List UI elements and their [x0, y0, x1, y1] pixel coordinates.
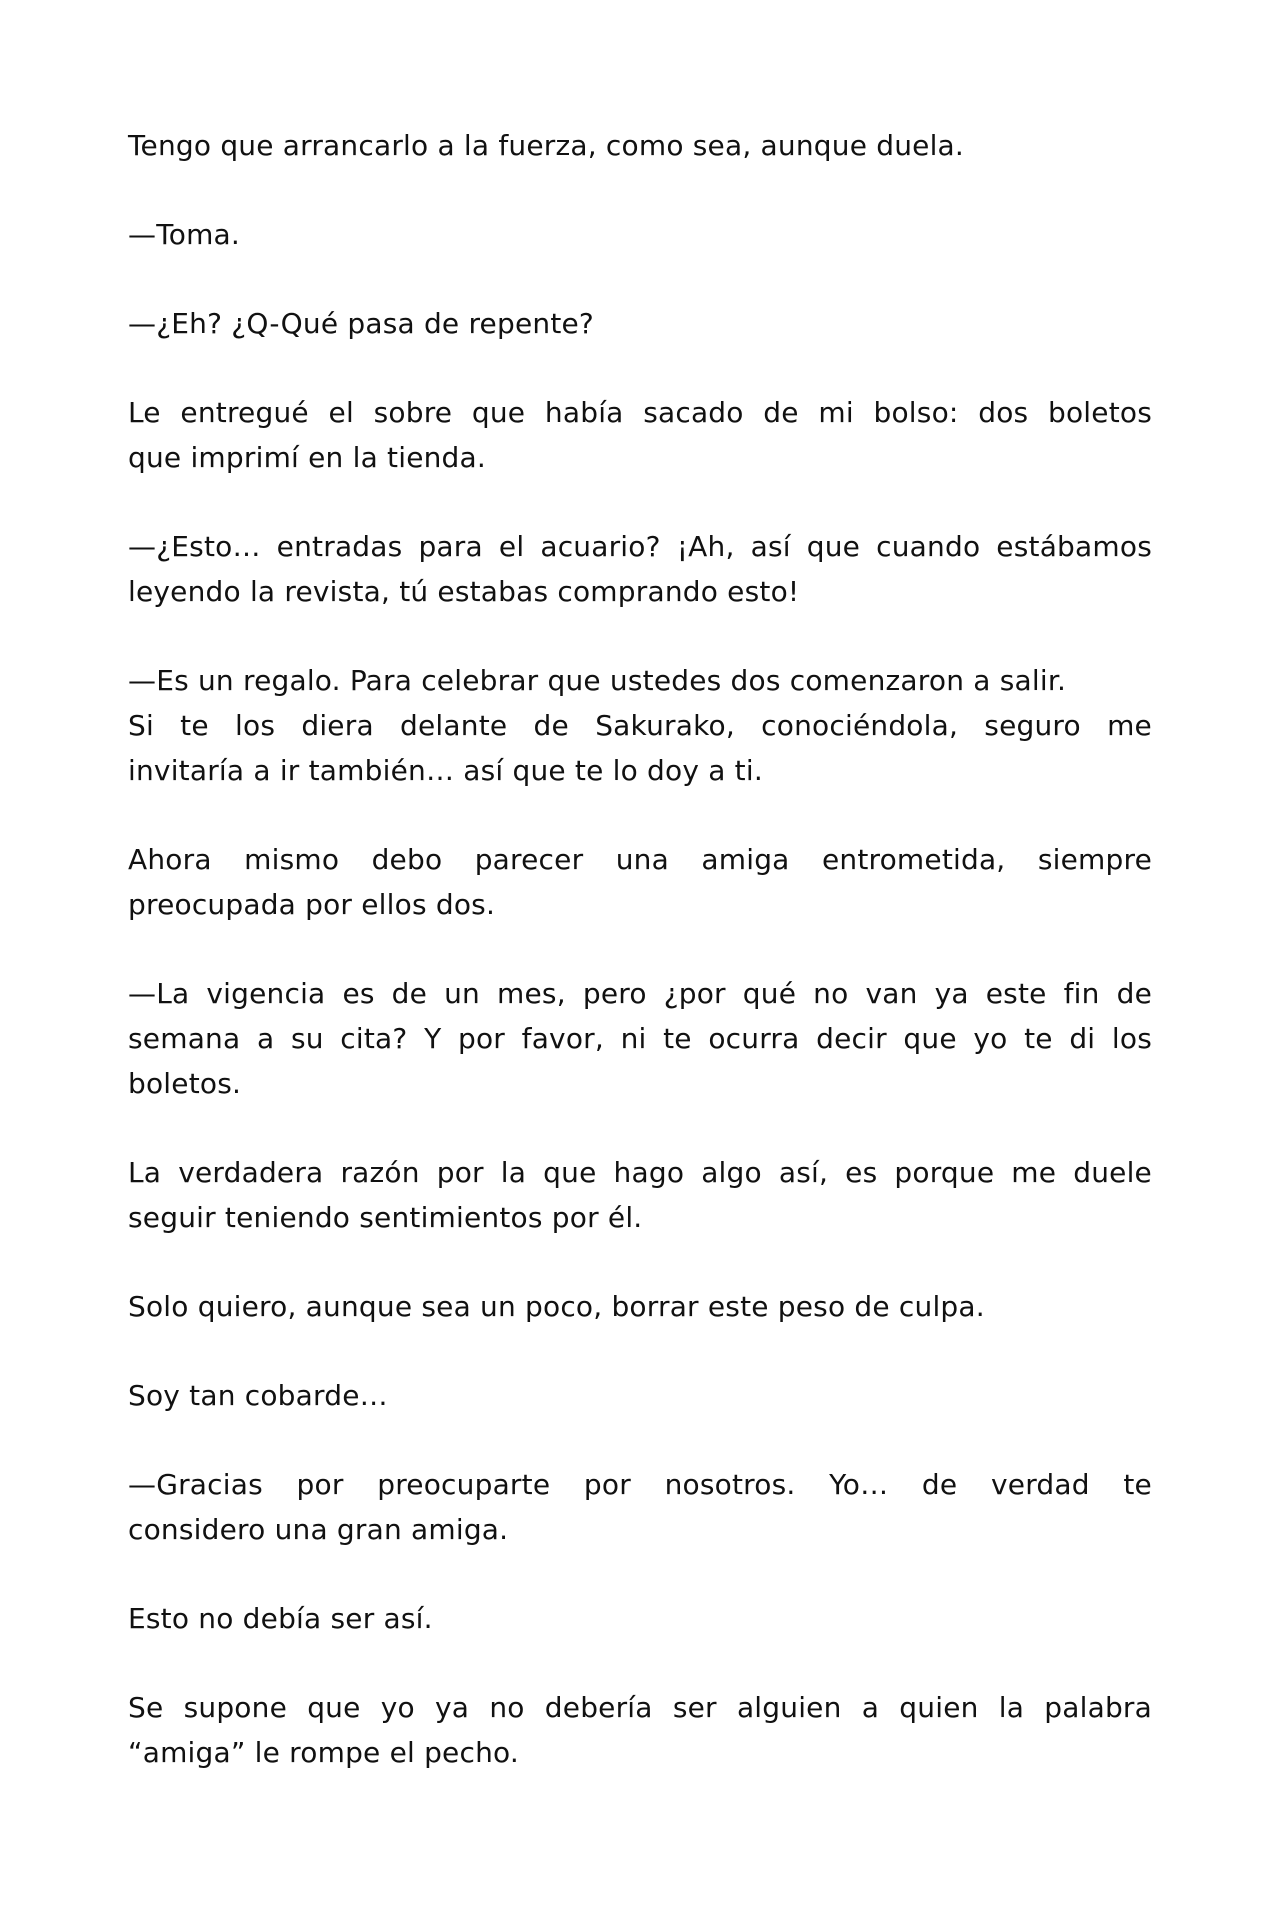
text-line: Se supone que yo ya no debería ser alguien a quien la palabra	[128, 1691, 1152, 1724]
paragraph	[128, 658, 1152, 793]
text-line: Soy tan cobarde…	[128, 1379, 388, 1412]
text-line: —Toma.	[128, 218, 241, 251]
text-line: Si te los diera delante de Sakurako, conociéndola, seguro me	[128, 709, 1152, 742]
paragraph	[128, 301, 1152, 346]
text-line: invitaría a ir también… así que te lo doy a ti.	[128, 754, 763, 787]
text-body	[128, 123, 1152, 1775]
text-line: seguir teniendo sentimientos por él.	[128, 1201, 643, 1234]
text-line: Ahora mismo debo parecer una amiga entrometida, siempre	[128, 843, 1152, 876]
text-line: Tengo que arrancarlo a la fuerza, como sea, aunque duela.	[128, 129, 965, 162]
paragraph	[128, 123, 1152, 168]
paragraph	[128, 837, 1152, 927]
paragraph	[128, 524, 1152, 614]
text-line: —Es un regalo. Para celebrar que ustedes dos comenzaron a salir.	[128, 664, 1067, 697]
paragraph	[128, 1685, 1152, 1775]
paragraph	[128, 1462, 1152, 1552]
text-line: boletos.	[128, 1067, 242, 1100]
text-line: preocupada por ellos dos.	[128, 888, 496, 921]
paragraph	[128, 1284, 1152, 1329]
text-line: La verdadera razón por la que hago algo así, es porque me duele	[128, 1156, 1152, 1189]
paragraph	[128, 971, 1152, 1106]
text-line: “amiga” le rompe el pecho.	[128, 1736, 519, 1769]
paragraph	[128, 1596, 1152, 1641]
text-line: —Gracias por preocuparte por nosotros. Yo… de verdad te	[128, 1468, 1152, 1501]
text-line: considero una gran amiga.	[128, 1513, 509, 1546]
text-line: leyendo la revista, tú estabas comprando esto!	[128, 575, 800, 608]
text-line: Le entregué el sobre que había sacado de mi bolso: dos boletos	[128, 396, 1152, 429]
text-line: —¿Eh? ¿Q-Qué pasa de repente?	[128, 307, 594, 340]
paragraph	[128, 390, 1152, 480]
text-line: semana a su cita? Y por favor, ni te ocurra decir que yo te di los	[128, 1022, 1152, 1055]
text-line: —La vigencia es de un mes, pero ¿por qué no van ya este fin de	[128, 977, 1152, 1010]
paragraph	[128, 1150, 1152, 1240]
text-line: —¿Esto… entradas para el acuario? ¡Ah, así que cuando estábamos	[128, 530, 1152, 563]
paragraph	[128, 212, 1152, 257]
text-line: Esto no debía ser así.	[128, 1602, 433, 1635]
text-line: que imprimí en la tienda.	[128, 441, 486, 474]
text-line: Solo quiero, aunque sea un poco, borrar este peso de culpa.	[128, 1290, 985, 1323]
paragraph	[128, 1373, 1152, 1418]
